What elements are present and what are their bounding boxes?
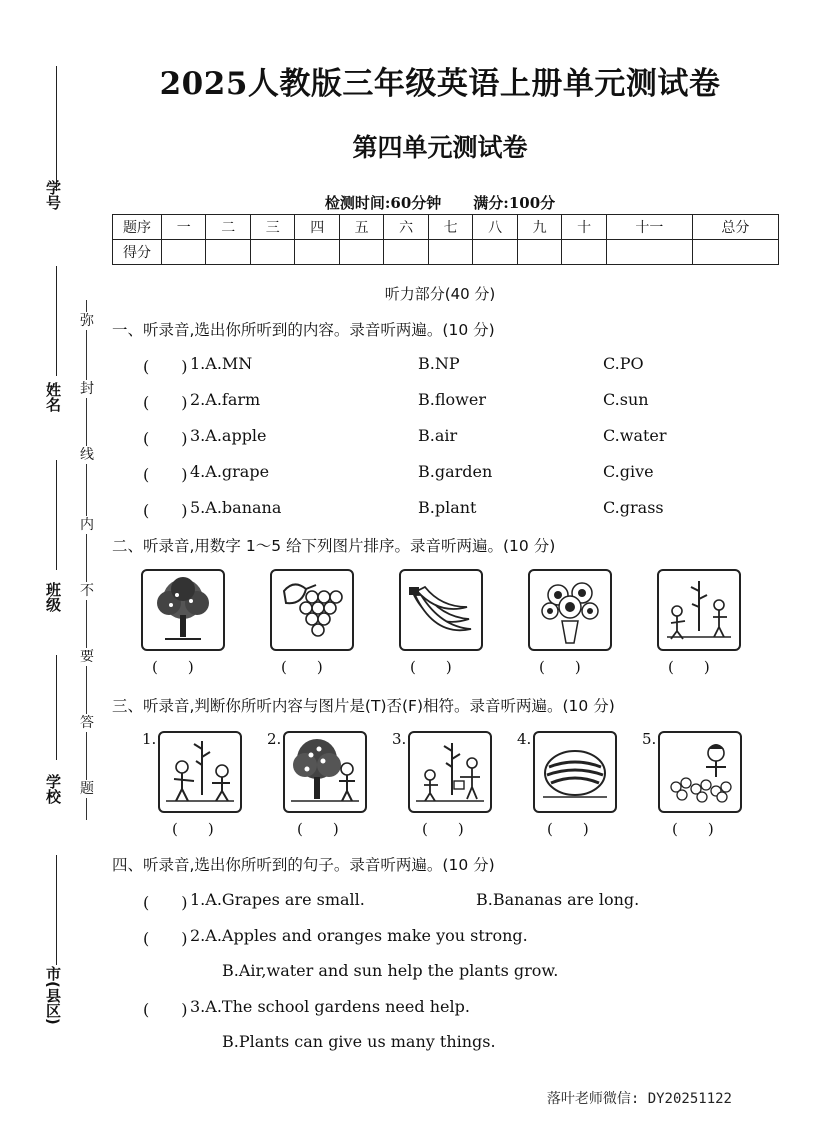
option-a: 1.A.MN bbox=[190, 354, 253, 373]
answer-blank[interactable]: ( ) bbox=[143, 465, 188, 484]
score-table-cell: 三 bbox=[250, 215, 294, 240]
score-table bbox=[112, 214, 779, 265]
seal-char: 答 bbox=[80, 715, 94, 731]
tf-answer-blank[interactable]: ( ) bbox=[422, 820, 464, 838]
score-entry-cell[interactable] bbox=[162, 240, 206, 265]
score-table-cell: 九 bbox=[517, 215, 561, 240]
score-entry-cell[interactable] bbox=[562, 240, 606, 265]
option-b: B.air bbox=[418, 426, 458, 445]
score-entry-cell[interactable] bbox=[206, 240, 250, 265]
tf-answer-blank[interactable]: ( ) bbox=[547, 820, 589, 838]
seal-char: 要 bbox=[80, 649, 94, 665]
city-label: 市(县区) bbox=[44, 966, 62, 1025]
sentence-b: B.Plants can give us many things. bbox=[222, 1032, 496, 1051]
score-entry-cell[interactable] bbox=[384, 240, 428, 265]
answer-blank[interactable]: ( ) bbox=[143, 429, 188, 448]
margin-line bbox=[56, 66, 57, 191]
section-2-title: 二、听录音,用数字 1～5 给下列图片排序。录音听两遍。(10 分) bbox=[112, 537, 556, 555]
section-1-title: 一、听录音,选出你所听到的内容。录音听两遍。(10 分) bbox=[112, 321, 495, 339]
score-table-cell: 六 bbox=[384, 215, 428, 240]
option-a: 5.A.banana bbox=[190, 498, 282, 517]
option-c: C.PO bbox=[603, 354, 644, 373]
picture-number: 1. bbox=[142, 730, 157, 748]
score-table-cell: 二 bbox=[206, 215, 250, 240]
seal-line bbox=[86, 300, 87, 820]
option-a: 4.A.grape bbox=[190, 462, 270, 481]
sentence-b: B.Bananas are long. bbox=[476, 890, 640, 909]
score-table-header-row bbox=[113, 215, 779, 240]
page-title: 2025人教版三年级英语上册单元测试卷 bbox=[159, 66, 721, 102]
option-b: B.NP bbox=[418, 354, 460, 373]
footer-contact: 落叶老师微信: DY20251122 bbox=[546, 1091, 732, 1107]
watermelon-picture bbox=[533, 731, 617, 813]
option-a: 3.A.apple bbox=[190, 426, 267, 445]
score-table-cell: 四 bbox=[295, 215, 339, 240]
score-table-cell: 得分 bbox=[113, 240, 162, 265]
option-c: C.sun bbox=[603, 390, 649, 409]
grapes-picture bbox=[270, 569, 354, 651]
score-table-score-row bbox=[113, 240, 779, 265]
margin-line bbox=[56, 655, 57, 760]
bananas-picture bbox=[399, 569, 483, 651]
seal-char: 弥 bbox=[80, 313, 94, 329]
order-answer-blank[interactable]: ( ) bbox=[539, 658, 581, 676]
class-label: 班级 bbox=[44, 582, 62, 612]
picture-number: 2. bbox=[267, 730, 282, 748]
seal-char: 不 bbox=[80, 583, 94, 599]
seal-char: 线 bbox=[80, 447, 94, 463]
score-table-cell: 题序 bbox=[113, 215, 162, 240]
flowers-picture bbox=[528, 569, 612, 651]
score-entry-cell[interactable] bbox=[517, 240, 561, 265]
score-table-cell: 总分 bbox=[692, 215, 778, 240]
option-c: C.grass bbox=[603, 498, 664, 517]
margin-line bbox=[56, 266, 57, 376]
option-b: B.plant bbox=[418, 498, 477, 517]
answer-blank[interactable]: ( ) bbox=[143, 929, 188, 948]
option-a: 2.A.farm bbox=[190, 390, 261, 409]
page-subtitle: 第四单元测试卷 bbox=[352, 133, 528, 162]
score-entry-cell[interactable] bbox=[606, 240, 692, 265]
exam-time: 检测时间:60分钟 bbox=[324, 194, 442, 212]
seal-char: 内 bbox=[80, 517, 94, 533]
listening-section-title: 听力部分(40 分) bbox=[384, 285, 496, 303]
score-table-cell: 五 bbox=[339, 215, 383, 240]
answer-blank[interactable]: ( ) bbox=[143, 1000, 188, 1019]
option-b: B.flower bbox=[418, 390, 486, 409]
full-score: 满分:100分 bbox=[473, 194, 556, 212]
sentence-a: 1.A.Grapes are small. bbox=[190, 890, 365, 909]
score-table-cell: 一 bbox=[162, 215, 206, 240]
score-entry-cell[interactable] bbox=[428, 240, 472, 265]
answer-blank[interactable]: ( ) bbox=[143, 393, 188, 412]
option-c: C.give bbox=[603, 462, 654, 481]
seal-char: 封 bbox=[80, 381, 94, 397]
order-answer-blank[interactable]: ( ) bbox=[410, 658, 452, 676]
student-id-label: 学号 bbox=[44, 180, 62, 210]
planting-tree-picture bbox=[158, 731, 242, 813]
score-entry-cell[interactable] bbox=[295, 240, 339, 265]
picture-number: 3. bbox=[392, 730, 407, 748]
tf-answer-blank[interactable]: ( ) bbox=[172, 820, 214, 838]
picture-number: 4. bbox=[517, 730, 532, 748]
sentence-b: B.Air,water and sun help the plants grow. bbox=[222, 961, 559, 980]
score-table-cell: 十一 bbox=[606, 215, 692, 240]
margin-line bbox=[56, 460, 57, 570]
apple-tree-picture bbox=[283, 731, 367, 813]
order-answer-blank[interactable]: ( ) bbox=[281, 658, 323, 676]
score-entry-cell[interactable] bbox=[692, 240, 778, 265]
children-planting-picture bbox=[657, 569, 741, 651]
girl-flowers-picture bbox=[658, 731, 742, 813]
option-c: C.water bbox=[603, 426, 667, 445]
sentence-a: 3.A.The school gardens need help. bbox=[190, 997, 470, 1016]
tree-picture bbox=[141, 569, 225, 651]
order-answer-blank[interactable]: ( ) bbox=[152, 658, 194, 676]
name-label: 姓名 bbox=[44, 382, 62, 412]
tf-answer-blank[interactable]: ( ) bbox=[297, 820, 339, 838]
answer-blank[interactable]: ( ) bbox=[143, 501, 188, 520]
exam-meta bbox=[100, 192, 780, 213]
score-entry-cell[interactable] bbox=[339, 240, 383, 265]
option-b: B.garden bbox=[418, 462, 493, 481]
picture-number: 5. bbox=[642, 730, 657, 748]
tf-answer-blank[interactable]: ( ) bbox=[672, 820, 714, 838]
score-entry-cell[interactable] bbox=[473, 240, 517, 265]
answer-blank[interactable]: ( ) bbox=[143, 893, 188, 912]
margin-line bbox=[56, 855, 57, 965]
score-table-cell: 十 bbox=[562, 215, 606, 240]
score-table-cell: 七 bbox=[428, 215, 472, 240]
order-answer-blank[interactable]: ( ) bbox=[668, 658, 710, 676]
score-entry-cell[interactable] bbox=[250, 240, 294, 265]
score-table-cell: 八 bbox=[473, 215, 517, 240]
school-label: 学校 bbox=[44, 774, 62, 804]
watering-plant-picture bbox=[408, 731, 492, 813]
seal-char: 题 bbox=[80, 781, 94, 797]
answer-blank[interactable]: ( ) bbox=[143, 357, 188, 376]
section-3-title: 三、听录音,判断你所听内容与图片是(T)否(F)相符。录音听两遍。(10 分) bbox=[112, 697, 615, 715]
section-4-title: 四、听录音,选出你所听到的句子。录音听两遍。(10 分) bbox=[112, 856, 495, 874]
sentence-a: 2.A.Apples and oranges make you strong. bbox=[190, 926, 528, 945]
